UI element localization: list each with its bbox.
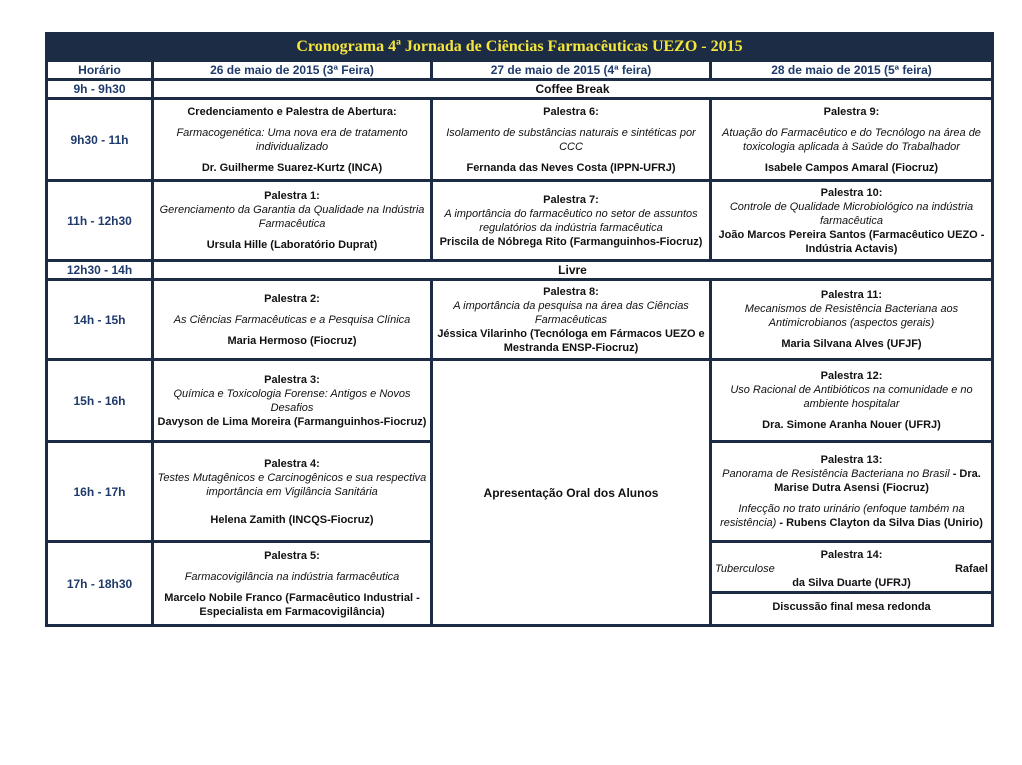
session-speaker: Priscila de Nóbrega Rito (Farmanguinhos-Fiocruz) — [439, 235, 703, 248]
header-day3: 28 de maio de 2015 (5ª feira) — [711, 61, 993, 80]
session-cell — [432, 280, 711, 360]
session-head: Palestra 11: — [820, 289, 883, 301]
session-topic: Uso Racional de Antibióticos na comunidade e no ambiente hospitalar — [730, 384, 973, 410]
session-cell — [432, 99, 711, 181]
time-slot: 14h - 15h — [47, 280, 153, 360]
session-speaker: Fernanda das Neves Costa (IPPN-UFRJ) — [466, 161, 676, 174]
session-topic: Atuação do Farmacêutico e do Tecnólogo na área de toxicologia aplicada à Saúde do Trabalhador — [722, 126, 981, 153]
session-head: Credenciamento e Palestra de Abertura: — [187, 105, 397, 118]
session-head: Palestra 14: — [820, 549, 883, 561]
session-head: Palestra 1: — [264, 190, 320, 202]
session-cell — [711, 181, 993, 261]
session-cell — [711, 442, 993, 542]
session-speaker: Marcelo Nobile Franco (Farmacêutico Industrial - Especialista em Farmacovigilância) — [164, 591, 420, 618]
session-head: Palestra 2: — [264, 292, 320, 305]
session-head: Palestra 5: — [264, 549, 320, 562]
header-day1: 26 de maio de 2015 (3ª Feira) — [153, 61, 432, 80]
session-topic: Infecção no trato urinário (enfoque também na resistência) — [720, 503, 965, 529]
session-cell — [153, 542, 432, 626]
session-head: Palestra 3: — [264, 373, 320, 386]
session-topic: Tuberculose — [715, 563, 775, 575]
session-topic: A importância do farmacêutico no setor de assuntos regulatórios da indústria farmacêutica — [444, 207, 698, 234]
session-head: Palestra 7: — [543, 193, 599, 206]
session-topic: Mecanismos de Resistência Bacteriana aos Antimicrobianos (aspectos gerais) — [744, 303, 959, 329]
session-speaker: Helena Zamith (INCQS-Fiocruz) — [210, 513, 374, 526]
session-speaker: Dr. Guilherme Suarez-Kurtz (INCA) — [201, 161, 383, 174]
session-speaker: Ursula Hille (Laboratório Duprat) — [206, 239, 378, 251]
session-speaker: Dra. Simone Aranha Nouer (UFRJ) — [762, 419, 941, 431]
final-discussion: Discussão final mesa redonda — [712, 591, 991, 620]
coffee-break: Coffee Break — [153, 80, 993, 99]
schedule-table — [45, 32, 994, 627]
time-slot: 9h - 9h30 — [47, 80, 153, 99]
session-speaker: Maria Hermoso (Fiocruz) — [227, 334, 357, 347]
session-cell — [711, 360, 993, 442]
session-speaker: - Dra. Marise Dutra Asensi (Fiocruz) — [774, 468, 981, 494]
session-cell — [432, 181, 711, 261]
session-cell — [153, 181, 432, 261]
session-topic: Farmacovigilância na indústria farmacêutica — [184, 570, 400, 583]
session-head: Palestra 9: — [823, 105, 880, 118]
session-topic: Química e Toxicologia Forense: Antigos e Novos Desafios — [173, 387, 411, 414]
time-slot: 9h30 - 11h — [47, 99, 153, 181]
session-cell — [153, 99, 432, 181]
session-topic: As Ciências Farmacêuticas e a Pesquisa Clínica — [173, 313, 411, 326]
session-cell — [153, 442, 432, 542]
free-time: Livre — [153, 261, 993, 280]
session-head: Palestra 13: — [820, 454, 883, 466]
session-topic: Controle de Qualidade Microbiológico na indústria farmacêutica — [729, 200, 974, 227]
session-cell — [711, 280, 993, 360]
session-speaker: Jéssica Vilarinho (Tecnóloga em Fármacos UEZO e Mestranda ENSP-Fiocruz) — [437, 327, 705, 354]
session-speaker: Isabele Campos Amaral (Fiocruz) — [764, 161, 939, 174]
session-head: Palestra 10: — [820, 186, 883, 199]
session-speaker: Rafael — [954, 563, 988, 575]
header-day2: 27 de maio de 2015 (4ª feira) — [432, 61, 711, 80]
session-speaker: João Marcos Pereira Santos (Farmacêutico UEZO - Indústria Actavis) — [718, 228, 985, 255]
time-slot: 15h - 16h — [47, 360, 153, 442]
time-slot: 17h - 18h30 — [47, 542, 153, 626]
time-slot: 11h - 12h30 — [47, 181, 153, 261]
session-topic: Farmacogenética: Uma nova era de tratamento individualizado — [176, 126, 408, 153]
session-topic: Testes Mutagênicos e Carcinogênicos e sua respectiva importância em Vigilância Sanitária — [157, 471, 427, 498]
session-cell — [711, 542, 993, 626]
session-speaker: da Silva Duarte (UFRJ) — [792, 577, 911, 589]
session-topic: Gerenciamento da Garantia da Qualidade na Indústria Farmacêutica — [159, 204, 425, 230]
session-speaker: Maria Silvana Alves (UFJF) — [781, 338, 922, 350]
schedule-title: Cronograma 4ª Jornada de Ciências Farmacêuticas UEZO - 2015 — [47, 34, 993, 61]
session-cell — [153, 360, 432, 442]
session-head: Palestra 12: — [820, 370, 883, 382]
session-head: Palestra 4: — [264, 457, 320, 470]
session-speaker: - Rubens Clayton da Silva Dias (Unirio) — [776, 517, 983, 529]
session-head: Palestra 6: — [543, 105, 599, 118]
time-slot: 12h30 - 14h — [47, 261, 153, 280]
session-topic: Panorama de Resistência Bacteriana no Brasil — [722, 468, 950, 480]
session-head: Palestra 8: — [543, 285, 599, 298]
session-cell — [153, 280, 432, 360]
oral-presentation: Apresentação Oral dos Alunos — [432, 360, 711, 626]
time-slot: 16h - 17h — [47, 442, 153, 542]
session-topic: A importância da pesquisa na área das Ciências Farmacêuticas — [453, 299, 689, 326]
session-speaker: Davyson de Lima Moreira (Farmanguinhos-Fiocruz) — [157, 415, 427, 428]
session-cell — [711, 99, 993, 181]
session-topic: Isolamento de substâncias naturais e sintéticas por CCC — [446, 126, 696, 153]
header-horario: Horário — [47, 61, 153, 80]
